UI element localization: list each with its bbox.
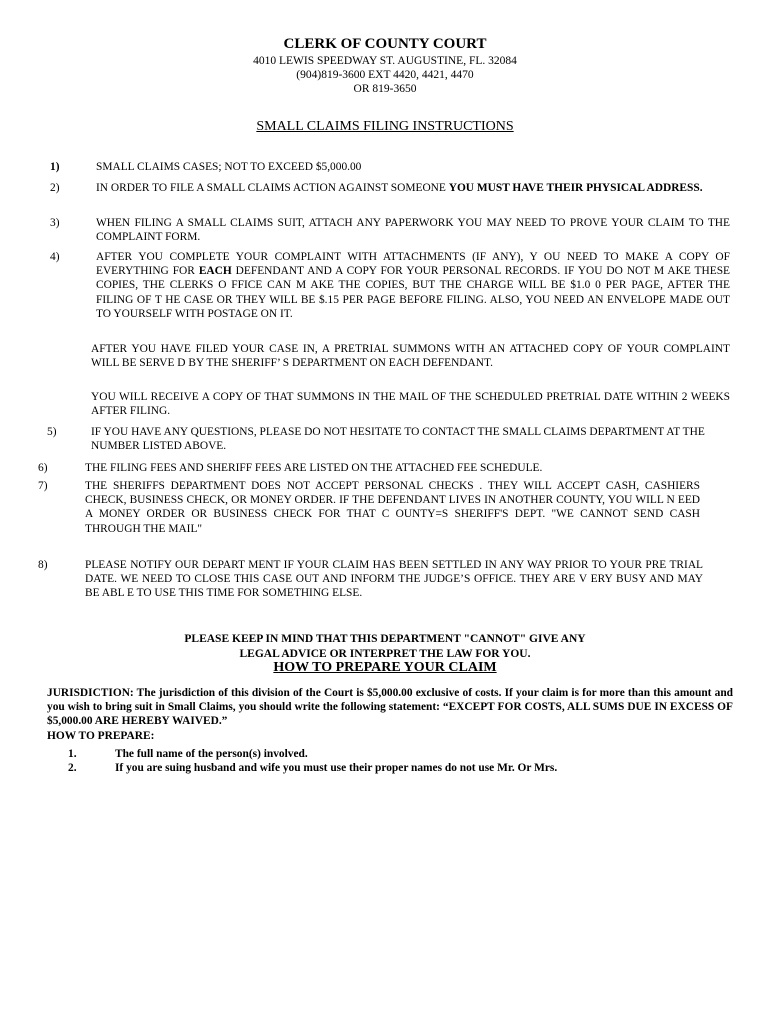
item-1-number: 1) bbox=[50, 161, 60, 173]
item-7-text: THE SHERIFFS DEPARTMENT DOES NOT ACCEPT PERSONAL CHECKS . THEY WILL ACCEPT CASH, CASHIERS CHECK, BUSINESS CHECK, OR MONEY ORDER. IF THE DEFENDANT LIVES IN ANOTHER COUNTY, YOU WILL N EED A MONEY ORDER OR BUSINESS CHECK FOR THAT C OUNTY=S SHERIFF'S DEPT. "WE CANNOT SEND CASH THROUGH THE MAIL" bbox=[85, 480, 700, 535]
court-title: CLERK OF COUNTY COURT bbox=[283, 36, 487, 52]
how-to-prepare-label: HOW TO PREPARE: bbox=[47, 730, 155, 742]
how-to-prepare-heading: HOW TO PREPARE YOUR CLAIM bbox=[273, 660, 497, 675]
item-3-number: 3) bbox=[50, 217, 60, 229]
item-2-text: IN ORDER TO FILE A SMALL CLAIMS ACTION AGAINST SOMEONE YOU MUST HAVE THEIR PHYSICAL ADDRESS. bbox=[96, 182, 703, 194]
item-8-text: PLEASE NOTIFY OUR DEPART MENT IF YOUR CLAIM HAS BEEN SETTLED IN ANY WAY PRIOR TO YOUR PRE TRIAL DATE. WE NEED TO CLOSE THIS CASE OUT AND INFORM THE JUDGE’S OFFICE. THEY ARE V ERY BUSY AND MAY BE ABL E TO USE THIS TIME FOR SOMETHING ELSE. bbox=[85, 559, 703, 600]
item-4-number: 4) bbox=[50, 251, 60, 263]
legal-advice-notice-line-2: LEGAL ADVICE OR INTERPRET THE LAW FOR YOU. bbox=[239, 648, 531, 660]
item-6-text: THE FILING FEES AND SHERIFF FEES ARE LISTED ON THE ATTACHED FEE SCHEDULE. bbox=[85, 462, 543, 474]
jurisdiction-paragraph: JURISDICTION: The jurisdiction of this division of the Court is $5,000.00 exclusive of costs. If your claim is for more than this amount and you wish to bring suit in Small Claims, you should write the following statement: “EXCEPT FOR COSTS, ALL SUMS DUE IN EXCESS OF $5,000.00 ARE HEREBY WAIVED.” bbox=[47, 687, 733, 728]
summons-mail-paragraph: YOU WILL RECEIVE A COPY OF THAT SUMMONS IN THE MAIL OF THE SCHEDULED PRETRIAL DATE WITHIN 2 WEEKS AFTER FILING. bbox=[91, 391, 730, 418]
court-phone-alt: OR 819-3650 bbox=[353, 83, 417, 95]
item-7-number: 7) bbox=[38, 480, 48, 492]
item-6-number: 6) bbox=[38, 462, 48, 474]
step-1-number: 1. bbox=[68, 748, 77, 760]
item-5-number: 5) bbox=[47, 426, 57, 438]
item-2-number: 2) bbox=[50, 182, 60, 194]
instructions-title: SMALL CLAIMS FILING INSTRUCTIONS bbox=[256, 119, 514, 134]
legal-advice-notice-line-1: PLEASE KEEP IN MIND THAT THIS DEPARTMENT "CANNOT" GIVE ANY bbox=[184, 633, 586, 645]
step-2-number: 2. bbox=[68, 762, 77, 774]
item-1-text: SMALL CLAIMS CASES; NOT TO EXCEED $5,000.00 bbox=[96, 161, 362, 173]
item-4-text: AFTER YOU COMPLETE YOUR COMPLAINT WITH ATTACHMENTS (IF ANY), Y OU NEED TO MAKE A COPY OF EVERYTHING FOR EACH DEFENDANT AND A COPY FOR YOUR PERSONAL RECORDS. IF YOU DO NOT M AKE THESE COPIES, THE CLERKS O FFICE CAN M AKE THE COPIES, BUT THE CHARGE WILL BE $1.0 0 PER PAGE, AFTER THE FILING OF T HE CASE OR THEY WILL BE $.15 PER PAGE BEFORE FILING. ALSO, YOU NEED AN ENVELOPE MADE OUT TO YOURSELF WITH POSTAGE ON IT. bbox=[96, 251, 730, 320]
step-1-text: The full name of the person(s) involved. bbox=[115, 748, 308, 760]
court-address: 4010 LEWIS SPEEDWAY ST. AUGUSTINE, FL. 32084 bbox=[253, 55, 517, 67]
item-3-text: WHEN FILING A SMALL CLAIMS SUIT, ATTACH ANY PAPERWORK YOU MAY NEED TO PROVE YOUR CLAIM TO THE COMPLAINT FORM. bbox=[96, 217, 730, 244]
pretrial-summons-paragraph: AFTER YOU HAVE FILED YOUR CASE IN, A PRETRIAL SUMMONS WITH AN ATTACHED COPY OF YOUR COMPLAINT WILL BE SERVE D BY THE SHERIFF’ S DEPARTMENT ON EACH DEFENDANT. bbox=[91, 343, 730, 370]
item-5-text: IF YOU HAVE ANY QUESTIONS, PLEASE DO NOT HESITATE TO CONTACT THE SMALL CLAIMS DEPARTMENT AT THE NUMBER LISTED ABOVE. bbox=[91, 426, 705, 453]
item-8-number: 8) bbox=[38, 559, 48, 571]
court-phone: (904)819-3600 EXT 4420, 4421, 4470 bbox=[296, 69, 474, 81]
step-2-text: If you are suing husband and wife you must use their proper names do not use Mr. Or Mrs. bbox=[115, 762, 558, 774]
